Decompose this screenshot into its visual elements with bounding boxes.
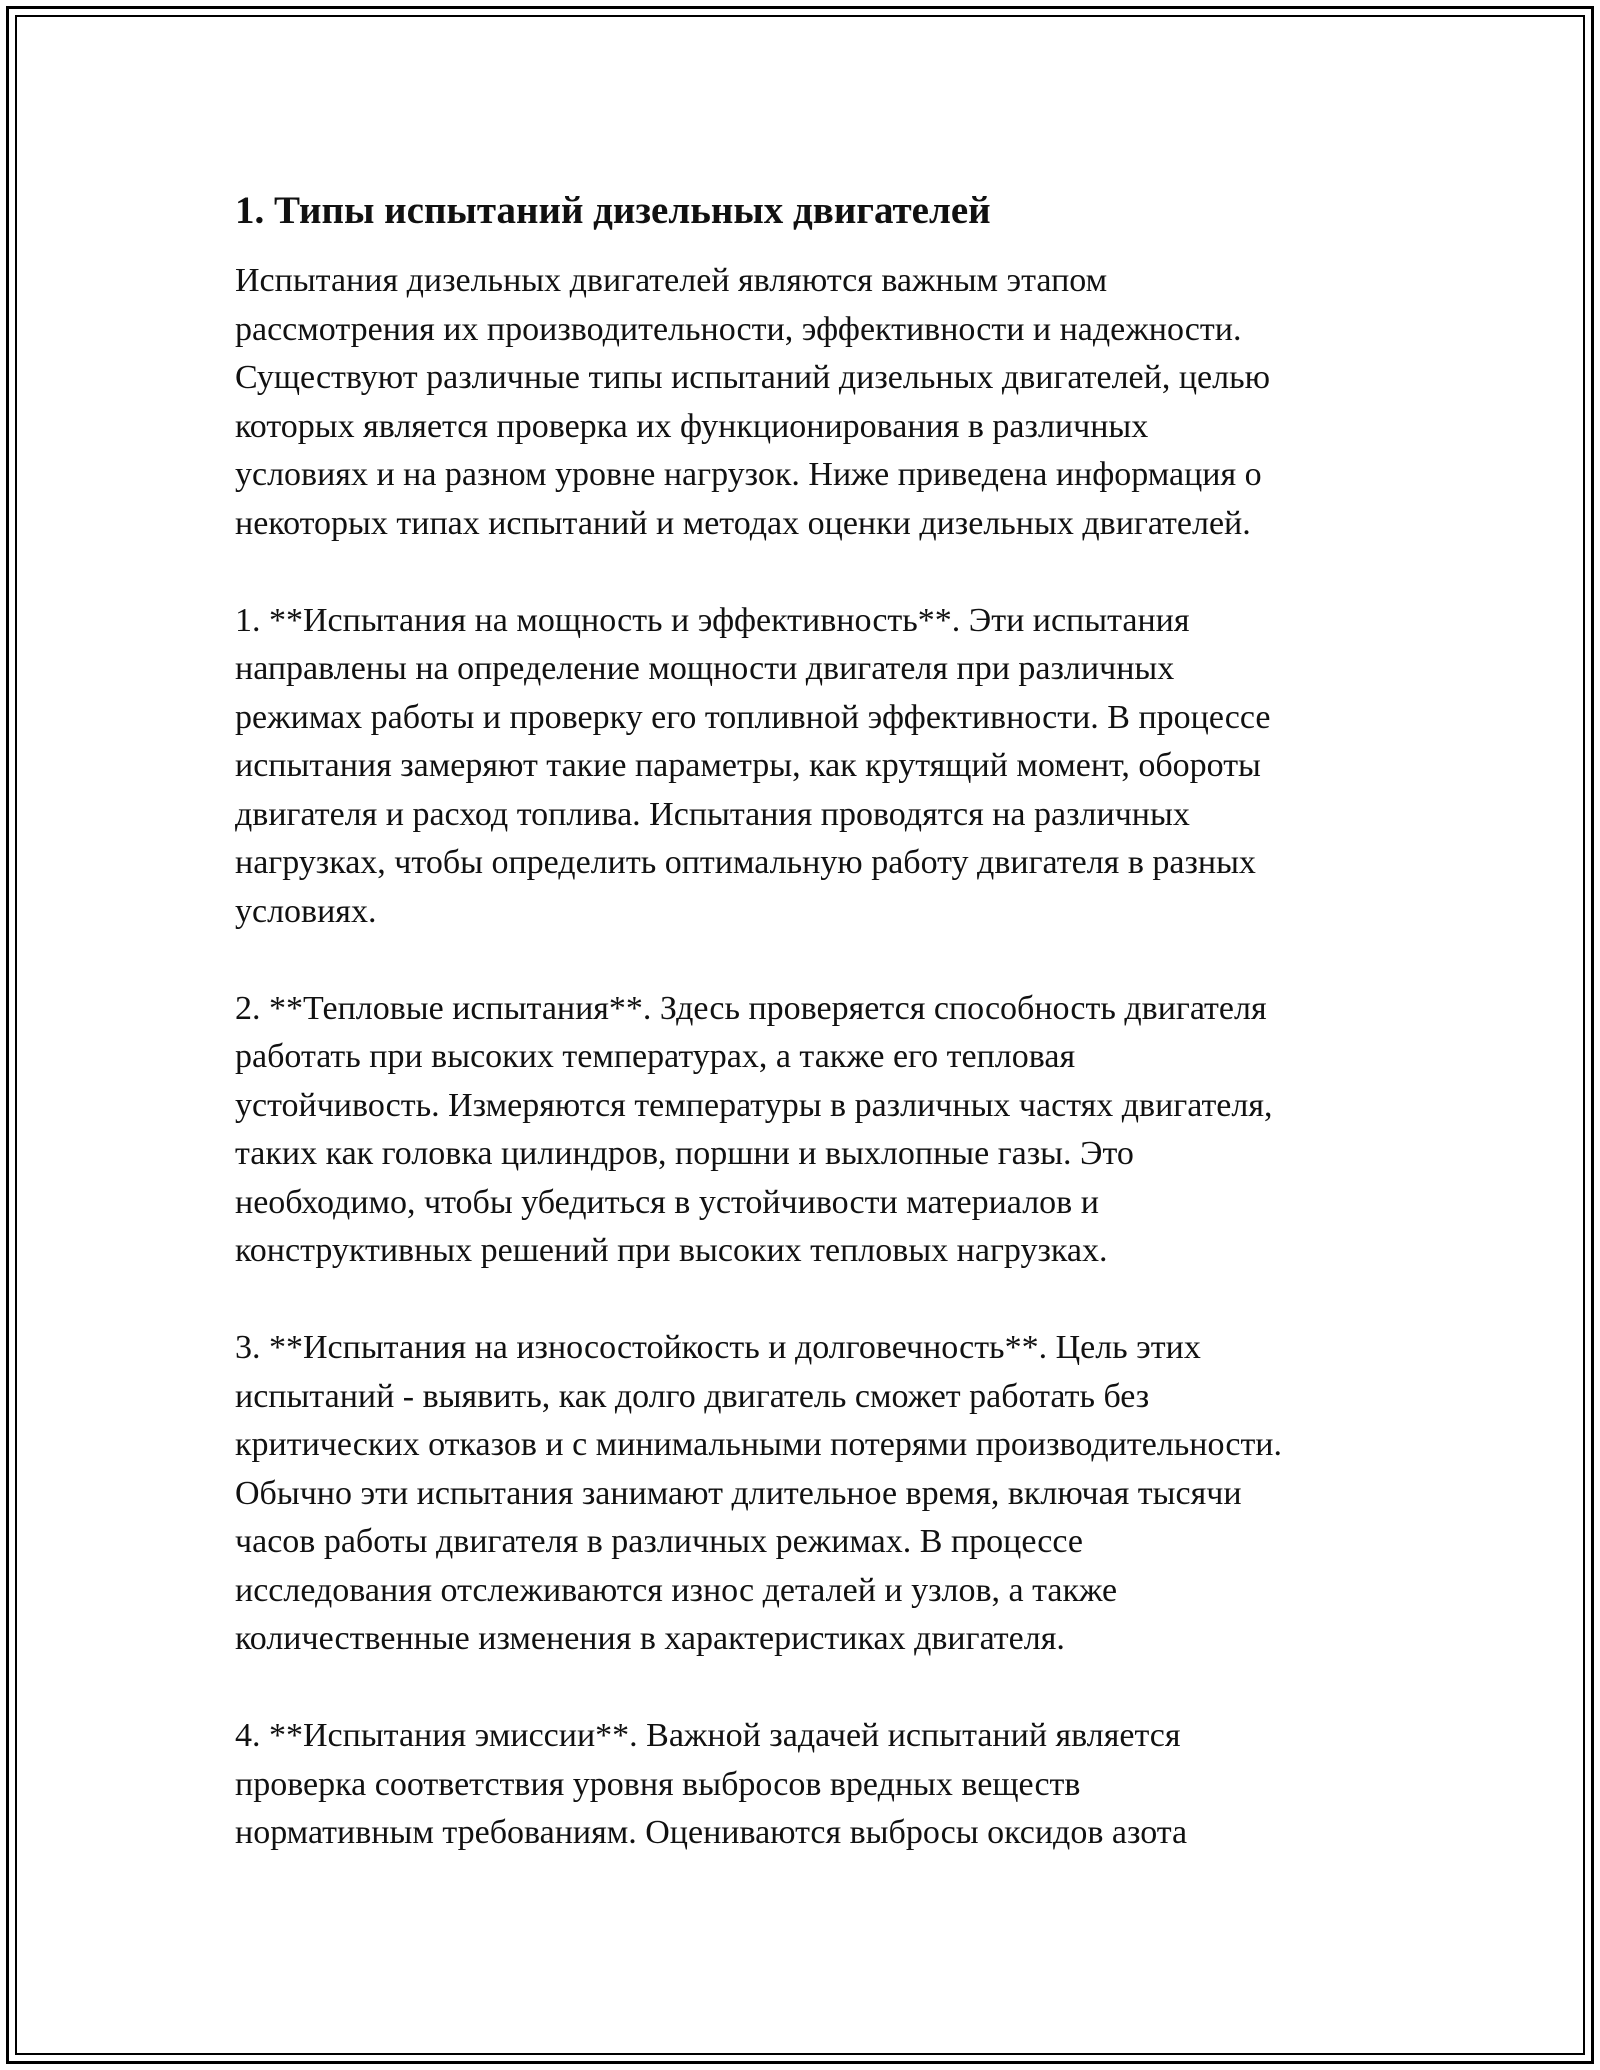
document-body <box>235 185 1385 1906</box>
paragraph-durability-tests: 3. **Испытания на износостойкость и долговечность**. Цель этих испытаний - выявить, как долго двигатель сможет работать без критических отказов и с минимальными потерями производительности. Обычно эти испытания занимают длительное время, включая тысячи часов работы двигателя в различных режимах. В процессе исследования отслеживаются износ деталей и узлов, а также количественные изменения в характеристиках двигателя. <box>235 1329 1282 1657</box>
section-heading: 1. Типы испытаний дизельных двигателей <box>235 189 991 232</box>
paragraph-power-efficiency-tests: 1. **Испытания на мощность и эффективность**. Эти испытания направлены на определение мощности двигателя при различных режимах работы и проверку его топливной эффективности. В процессе испытания замеряют такие параметры, как крутящий момент, обороты двигателя и расход топлива. Испытания проводятся на различных нагрузках, чтобы определить оптимальную работу двигателя в разных условиях. <box>235 601 1271 930</box>
paragraph-emission-tests: 4. **Испытания эмиссии**. Важной задачей испытаний является проверка соответствия уровня выбросов вредных веществ нормативным требованиям. Оцениваются выбросы оксидов азота <box>235 1717 1188 1851</box>
paragraph-thermal-tests: 2. **Тепловые испытания**. Здесь проверяется способность двигателя работать при высоких температурах, а также его тепловая устойчивость. Измеряются температуры в различных частях двигателя, таких как головка цилиндров, поршни и выхлопные газы. Это необходимо, чтобы убедиться в устойчивости материалов и конструктивных решений при высоких тепловых нагрузках. <box>235 989 1273 1269</box>
intro-paragraph: Испытания дизельных двигателей являются важным этапом рассмотрения их производительности, эффективности и надежности. Существуют различные типы испытаний дизельных двигателей, целью которых является проверка их функционирования в различных условиях и на разном уровне нагрузок. Ниже приведена информация о некоторых типах испытаний и методах оценки дизельных двигателей. <box>235 262 1270 542</box>
